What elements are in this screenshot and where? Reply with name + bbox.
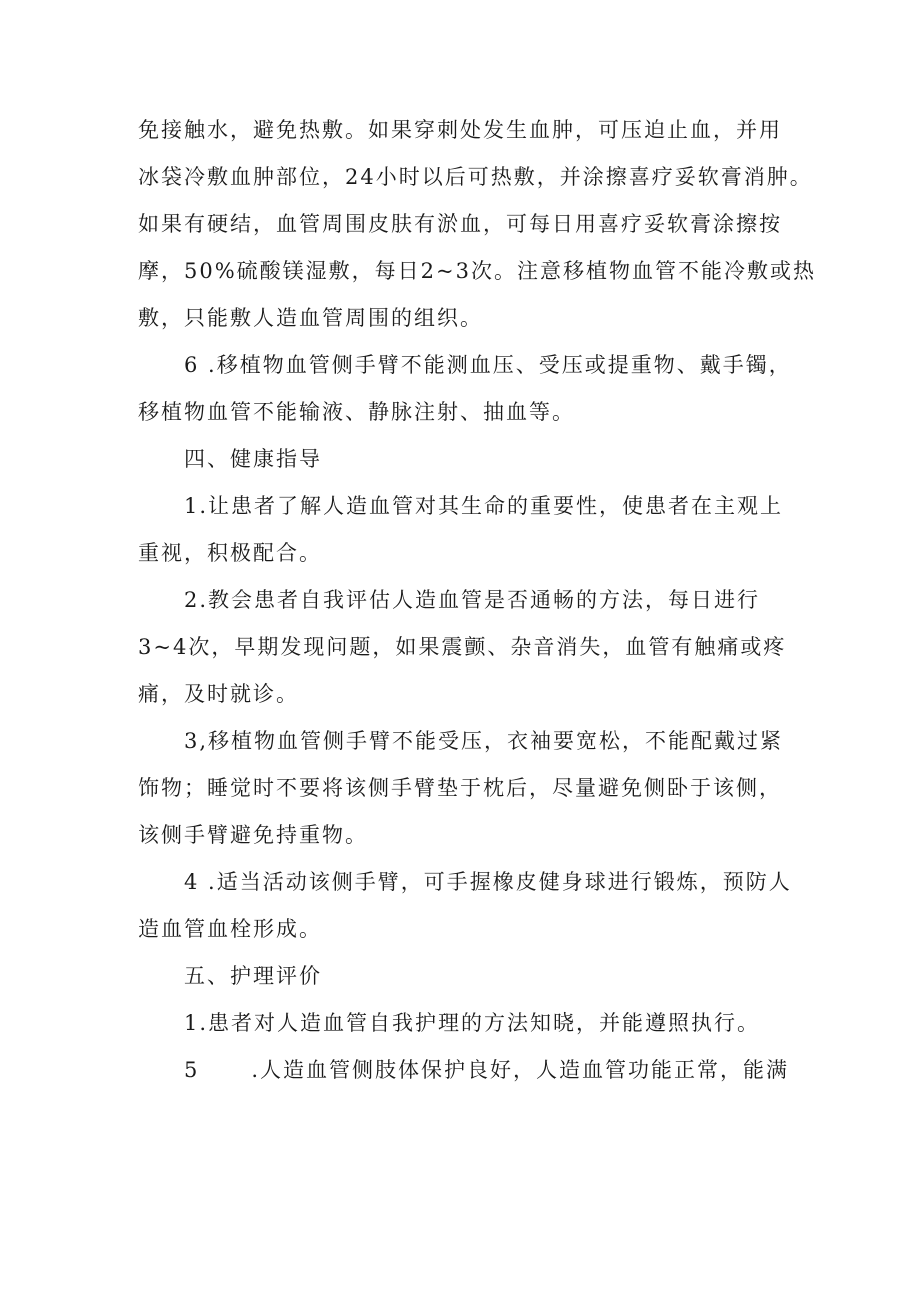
- paragraph-line: 免接触水，避免热敷。如果穿刺处发生血肿，可压迫止血，并用: [138, 118, 782, 142]
- document-body: [138, 107, 816, 1094]
- paragraph-line: 1.患者对人造血管自我护理的方法知晓，并能遵照执行。: [184, 1011, 761, 1035]
- section-heading-nursing-evaluation: 五、护理评价: [184, 964, 322, 988]
- paragraph-line: 痛，及时就诊。: [138, 682, 299, 706]
- paragraph-line: 2.教会患者自我评估人造血管是否通畅的方法，每日进行: [184, 588, 761, 612]
- paragraph-line: 该侧手臂避免持重物。: [138, 823, 368, 847]
- paragraph-line: 1.让患者了解人造血管对其生命的重要性，使患者在主观上: [184, 494, 784, 518]
- paragraph-line: 重视，积极配合。: [138, 541, 322, 565]
- paragraph-line: 如果有硬结，血管周围皮肤有淤血，可每日用喜疗妥软膏涂擦按: [138, 212, 782, 236]
- item-number: 5: [184, 1058, 200, 1082]
- paragraph-line: 移植物血管不能输液、静脉注射、抽血等。: [138, 400, 575, 424]
- paragraph-line: 3~4次，早期发现问题，如果震颤、杂音消失，血管有触痛或疼: [138, 635, 787, 659]
- paragraph-line: 敷，只能敷人造血管周围的组织。: [138, 306, 483, 330]
- paragraph-line: 饰物；睡觉时不要将该侧手臂垫于枕后，尽量避免侧卧于该侧，: [138, 776, 782, 800]
- paragraph-line: 冰袋冷敷血肿部位，24小时以后可热敷，并涂擦喜疗妥软膏消肿。: [138, 165, 813, 189]
- paragraph-line: 3,移植物血管侧手臂不能受压，衣袖要宽松，不能配戴过紧: [184, 729, 784, 753]
- paragraph-line: 摩，50%硫酸镁湿敷，每日2~3次。注意移植物血管不能冷敷或热: [138, 259, 816, 283]
- paragraph-line-partial: [138, 1047, 804, 1094]
- paragraph-line: 6 .移植物血管侧手臂不能测血压、受压或提重物、戴手镯，: [184, 353, 792, 377]
- paragraph-line: 4 .适当活动该侧手臂，可手握橡皮健身球进行锻炼，预防人: [184, 870, 792, 894]
- item-text: .人造血管侧肢体保护良好，人造血管功能正常，能满: [251, 1058, 790, 1082]
- paragraph-line: 造血管血栓形成。: [138, 917, 322, 941]
- section-heading-health-guidance: 四、健康指导: [184, 447, 322, 471]
